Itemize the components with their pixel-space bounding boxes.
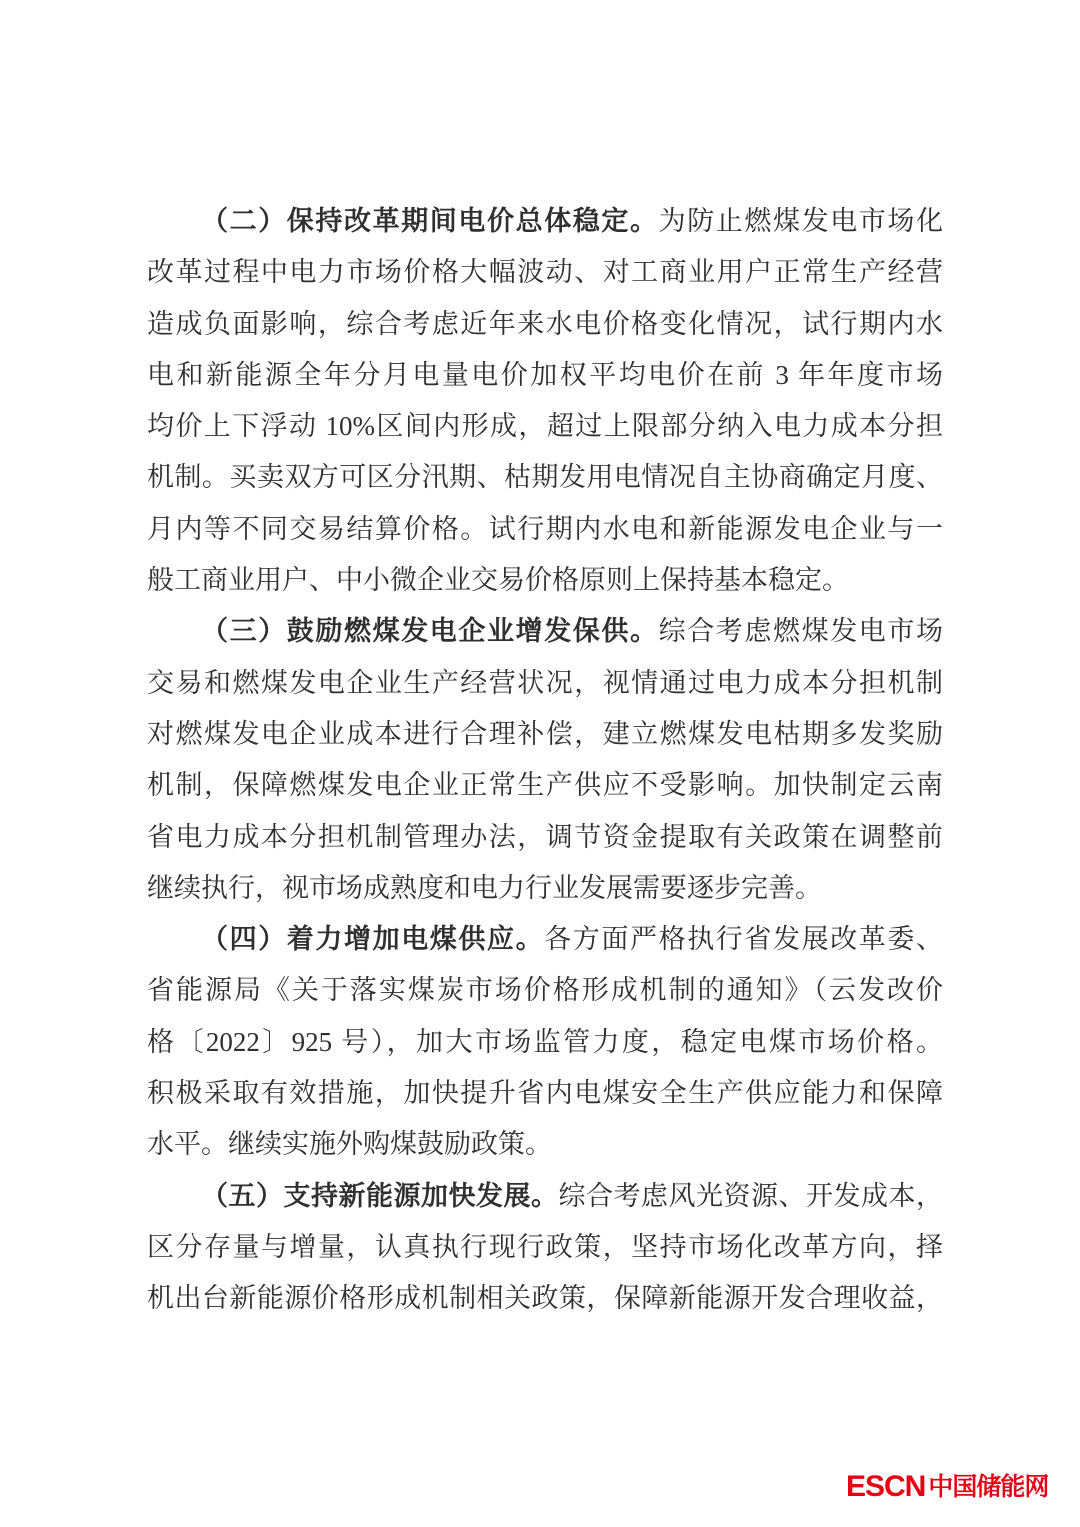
paragraph-text: 综合考虑风光资源、开发成本， — [558, 1180, 943, 1211]
paragraph-text: 对燃煤发电企业成本进行合理补偿，建立燃煤发电枯期多发奖励 — [147, 718, 943, 749]
text-line — [147, 760, 943, 811]
paragraph-text: 机制，保障燃煤发电企业正常生产供应不受影响。加快制定云南 — [147, 770, 943, 801]
document-page-body — [147, 196, 943, 1325]
paragraph-text: 各方面严格执行省发展改革委、 — [544, 924, 943, 955]
escn-logo — [846, 1472, 1048, 1502]
paragraph-text: 交易和燃煤发电企业生产经营状况，视情通过电力成本分担机制 — [147, 667, 943, 698]
text-line — [147, 196, 943, 247]
paragraph-text: 月内等不同交易结算价格。试行期内水电和新能源发电企业与一 — [147, 513, 943, 544]
text-line — [147, 709, 943, 760]
paragraph-text: 机制。买卖双方可区分汛期、枯期发用电情况自主协商确定月度、 — [147, 462, 943, 493]
text-line — [147, 1017, 943, 1068]
text-line — [147, 658, 943, 709]
paragraph-heading: （五）支持新能源加快发展。 — [201, 1180, 559, 1211]
text-line — [147, 1171, 943, 1222]
text-line — [147, 401, 943, 452]
text-line — [147, 247, 943, 298]
paragraph-text: 电和新能源全年分月电量电价加权平均电价在前 3 年年度市场 — [147, 359, 943, 390]
text-line — [147, 555, 943, 606]
paragraph-text: 积极采取有效措施，加快提升省内电煤安全生产供应能力和保障 — [147, 1078, 943, 1109]
escn-logo-latin-text: ESCN — [846, 1470, 926, 1503]
paragraph-text: 省能源局《关于落实煤炭市场价格形成机制的通知》（云发改价 — [147, 975, 943, 1006]
text-line — [147, 1119, 943, 1170]
text-line — [147, 606, 943, 657]
text-line — [147, 914, 943, 965]
paragraph-text: 般工商业用户、中小微企业交易价格原则上保持基本稳定。 — [147, 565, 849, 596]
paragraph-heading: （三）鼓励燃煤发电企业增发保供。 — [201, 616, 659, 647]
paragraph-text: 改革过程中电力市场价格大幅波动、对工商业用户正常生产经营 — [147, 257, 943, 288]
text-line — [147, 504, 943, 555]
text-line — [147, 1273, 943, 1324]
paragraph-text: 造成负面影响，综合考虑近年来水电价格变化情况，试行期内水 — [147, 308, 943, 339]
text-line — [147, 863, 943, 914]
paragraph-text: 继续执行，视市场成熟度和电力行业发展需要逐步完善。 — [147, 872, 822, 903]
paragraph-text: 综合考虑燃煤发电市场 — [658, 616, 943, 647]
paragraph-text: 区分存量与增量，认真执行现行政策，坚持市场化改革方向，择 — [147, 1231, 943, 1262]
paragraph-text: 为防止燃煤发电市场化 — [658, 206, 943, 236]
text-line — [147, 1222, 943, 1273]
text-line — [147, 965, 943, 1016]
text-line — [147, 812, 943, 863]
text-line — [147, 350, 943, 401]
escn-logo-cjk-text: 中国储能网 — [928, 1473, 1049, 1501]
text-line — [147, 452, 943, 503]
text-line — [147, 299, 943, 350]
text-line — [147, 1068, 943, 1119]
paragraph-text: 水平。继续实施外购煤鼓励政策。 — [147, 1129, 552, 1160]
paragraph-text: 格〔2022〕925 号），加大市场监管力度，稳定电煤市场价格。 — [147, 1026, 943, 1057]
paragraph-heading: （二）保持改革期间电价总体稳定。 — [201, 206, 659, 236]
paragraph-text: 均价上下浮动 10%区间内形成，超过上限部分纳入电力成本分担 — [147, 411, 943, 442]
paragraph-text: 机出台新能源价格形成机制相关政策，保障新能源开发合理收益， — [147, 1283, 943, 1314]
paragraph-heading: （四）着力增加电煤供应。 — [201, 924, 545, 955]
paragraph-text: 省电力成本分担机制管理办法，调节资金提取有关政策在调整前 — [147, 821, 943, 852]
